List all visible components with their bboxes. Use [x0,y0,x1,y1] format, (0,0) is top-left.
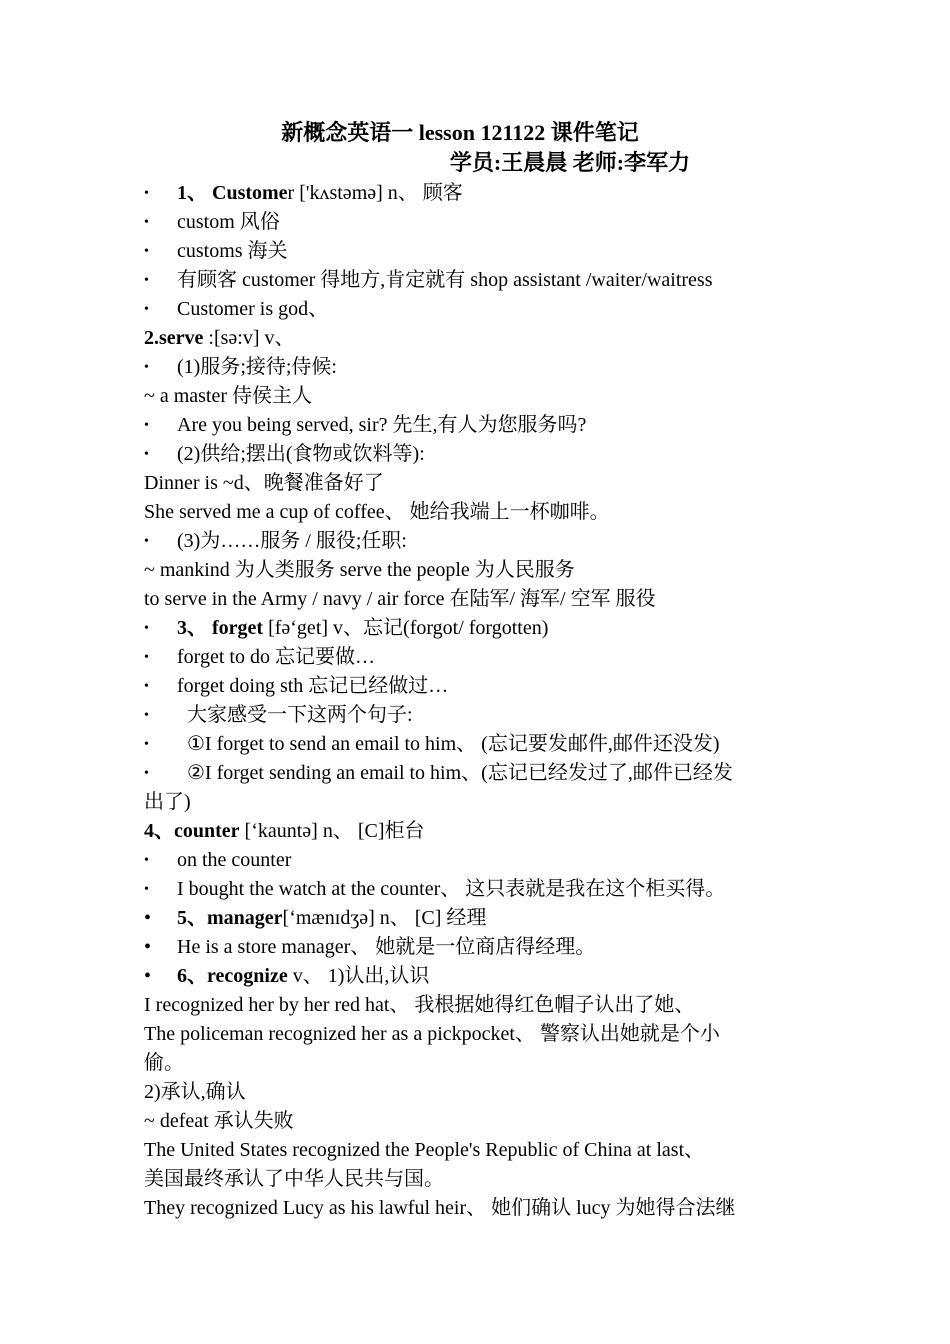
bullet-icon: • [144,936,152,958]
bullet-icon: • [144,360,149,375]
note-line: ~ defeat 承认失败 [144,1110,294,1132]
note-line: • 有顾客 customer 得地方,肯定就有 shop assistant /waiter/waitress [144,266,814,295]
note-line: • ②I forget sending an email to him、(忘记已经发过了,邮件已经发 [144,759,814,788]
note-line: • forget doing sth 忘记已经做过… [144,672,814,701]
bullet-icon: • [144,302,149,317]
section-heading: 2.serve :[sə:v] v、 [144,327,295,349]
note-line: • custom 风俗 [144,208,814,237]
bullet-icon: • [144,244,149,259]
bullet-icon: • [144,650,149,665]
note-line: 2)承认,确认 [144,1081,246,1103]
bullet-icon: • [144,418,149,433]
bullet-icon: • [144,215,149,230]
note-line: • I bought the watch at the counter、 这只表就是我在这个柜买得。 [144,875,814,904]
note-line: • 大家感受一下这两个句子: [144,701,814,730]
bullet-icon: • [144,447,149,462]
note-line: • 6、recognize v、 1)认出,认识 [144,962,814,991]
note-line: She served me a cup of coffee、 她给我端上一杯咖啡。 [144,501,610,523]
note-line: The United States recognized the People's Republic of China at last、 [144,1139,705,1161]
note-line: Dinner is ~d、晚餐准备好了 [144,472,384,494]
note-line: • He is a store manager、 她就是一位商店得经理。 [144,933,814,962]
note-line: • Customer is god、 [144,295,814,324]
bullet-icon: • [144,534,149,549]
notes-body [144,179,814,1223]
bullet-icon: • [144,907,152,929]
note-line: 偷。 [144,1052,184,1074]
note-line: • 1、 Customer ['kʌstəmə] n、 顾客 [144,179,814,208]
bullet-icon: • [144,737,149,752]
note-line: • ①I forget to send an email to him、 (忘记要发邮件,邮件还没发) [144,730,814,759]
bullet-icon: • [144,882,149,897]
note-line: ~ mankind 为人类服务 serve the people 为人民服务 [144,559,575,581]
note-line: ~ a master 侍侯主人 [144,385,313,407]
note-line: to serve in the Army / navy / air force 在陆军/ 海军/ 空军 服役 [144,588,656,610]
note-line: They recognized Lucy as his lawful heir、 她们确认 lucy 为她得合法继 [144,1197,736,1219]
bullet-icon: • [144,965,152,987]
note-line: 美国最终承认了中华人民共与国。 [144,1168,444,1190]
bullet-icon: • [144,708,149,723]
note-line: 出了) [144,791,191,813]
bullet-icon: • [144,853,149,868]
note-line: I recognized her by her red hat、 我根据她得红色帽子认出了她、 [144,994,695,1016]
note-line: • (2)供给;摆出(食物或饮料等): [144,440,814,469]
document-title: 新概念英语一 lesson 121122 课件笔记 [281,120,639,145]
note-line: • 3、 forget [fə‘get] v、忘记(forgot/ forgotten) [144,614,814,643]
note-line: • (3)为……服务 / 服役;任职: [144,527,814,556]
note-line: • on the counter [144,846,814,875]
note-line: • customs 海关 [144,237,814,266]
note-line: • 5、manager[‘mænɪdʒə] n、 [C] 经理 [144,904,814,933]
section-heading: 4、counter [‘kauntə] n、 [C]柜台 [144,820,425,842]
bullet-icon: • [144,273,149,288]
note-line: • (1)服务;接待;侍候: [144,353,814,382]
note-line: • Are you being served, sir? 先生,有人为您服务吗? [144,411,814,440]
bullet-icon: • [144,766,149,781]
note-line: • forget to do 忘记要做… [144,643,814,672]
bullet-icon: • [144,679,149,694]
bullet-icon: • [144,186,149,201]
document-subtitle: 学员:王晨晨 老师:李军力 [449,150,691,175]
bullet-icon: • [144,621,149,636]
note-line: The policeman recognized her as a pickpocket、 警察认出她就是个小 [144,1023,720,1045]
